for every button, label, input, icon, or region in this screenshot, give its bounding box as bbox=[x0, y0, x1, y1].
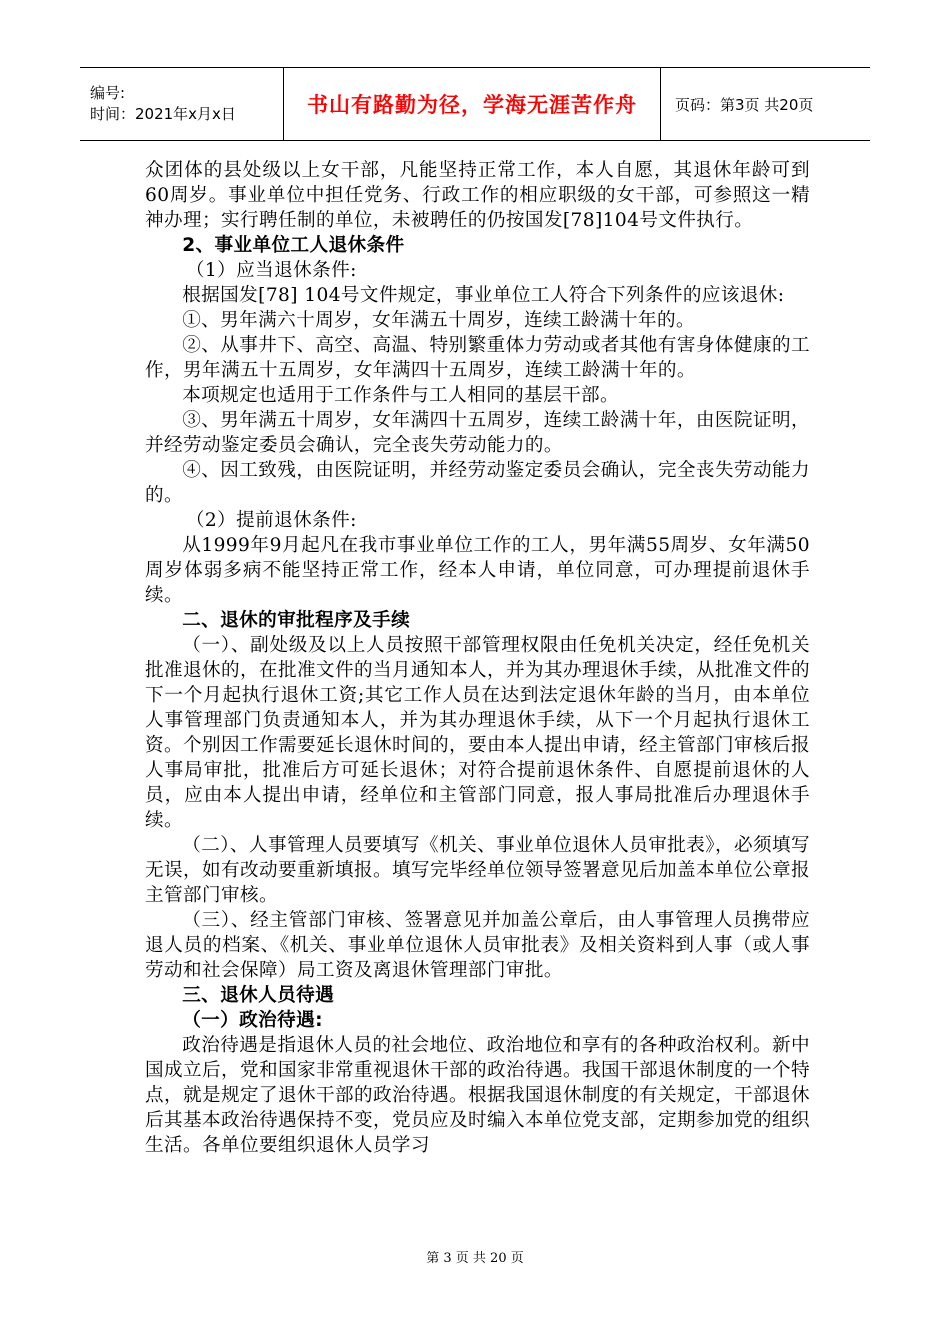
page-header bbox=[80, 67, 870, 141]
subsection-heading: （1）应当退休条件: bbox=[185, 260, 357, 281]
list-item: ②、从事井下、高空、高温、特别繁重体力劳动或者其他有害身体健康的工作，男年满五十五周岁，女年满四十五周岁，连续工龄满十年的。 bbox=[145, 335, 810, 381]
subsection-heading: （一）政治待遇: bbox=[182, 1010, 323, 1031]
list-item: ①、男年满六十周岁，女年满五十周岁，连续工龄满十年的。 bbox=[182, 310, 696, 331]
document-time-label: 时间：2021年x月x日 bbox=[90, 105, 236, 123]
paragraph: 众团体的县处级以上女干部，凡能坚持正常工作，本人自愿，其退休年龄可到60周岁。事业单位中担任党务、行政工作的相应职级的女干部，可参照这一精神办理；实行聘任制的单位，未被聘任的仍按国发[78]104号文件执行。 bbox=[145, 160, 810, 231]
paragraph: 本项规定也适用于工作条件与工人相同的基层干部。 bbox=[182, 385, 620, 406]
section-heading: 三、退休人员待遇 bbox=[182, 985, 335, 1006]
paragraph: （一）、副处级及以上人员按照干部管理权限由任免机关决定，经任免机关批准退休的，在批准文件的当月通知本人，并为其办理退休手续，从批准文件的下一个月起执行退休工资;其它工作人员在达到法定退休年龄的当月，由本单位人事管理部门负责通知本人，并为其办理退休手续，从下一个月起执行退休工资。个别因工作需要延长退休时间的，要由本人提出申请，经主管部门审核后报人事局审批，批准后方可延长退休；对符合提前退休条件、自愿提前退休的人员，应由本人提出申请，经单位和主管部门同意，报人事局批准后办理退休手续。 bbox=[145, 635, 810, 831]
page-footer: 第 3 页 共 20 页 bbox=[426, 1251, 524, 1266]
document-body bbox=[145, 158, 810, 1158]
paragraph: 政治待遇是指退休人员的社会地位、政治地位和享有的各种政治权利。新中国成立后，党和国家非常重视退休干部的政治待遇。我国干部退休制度的一个特点，就是规定了退休干部的政治待遇。根据我国退休制度的有关规定，干部退休后其基本政治待遇保持不变，党员应及时编入本单位党支部，定期参加党的组织生活。各单位要组织退休人员学习 bbox=[145, 1035, 810, 1156]
document-number-label: 编号: bbox=[90, 84, 126, 102]
header-meta bbox=[80, 68, 284, 140]
paragraph: （三）、经主管部门审核、签署意见并加盖公章后，由人事管理人员携带应退人员的档案、《机关、事业单位退休人员审批表》及相关资料到人事（或人事劳动和社会保障）局工资及离退休管理部门审批。 bbox=[145, 910, 810, 981]
header-page-info: 页码：第3页 共20页 bbox=[675, 95, 814, 114]
header-slogan: 书山有路勤为径，学海无涯苦作舟 bbox=[284, 68, 661, 140]
paragraph: 根据国发[78] 104号文件规定，事业单位工人符合下列条件的应该退休: bbox=[182, 285, 785, 306]
paragraph: 从1999年9月起凡在我市事业单位工作的工人，男年满55周岁、女年满50周岁体弱多病不能坚持正常工作，经本人申请，单位同意，可办理提前退休手续。 bbox=[145, 535, 810, 606]
list-item: ④、因工致残，由医院证明，并经劳动鉴定委员会确认，完全丧失劳动能力的。 bbox=[145, 460, 810, 506]
subsection-heading: （2）提前退休条件: bbox=[185, 510, 357, 531]
list-item: ③、男年满五十周岁，女年满四十五周岁，连续工龄满十年，由医院证明，并经劳动鉴定委员会确认，完全丧失劳动能力的。 bbox=[145, 410, 810, 456]
paragraph: （二）、人事管理人员要填写《机关、事业单位退休人员审批表》，必须填写无误，如有改动要重新填报。填写完毕经单位领导签署意见后加盖本单位公章报主管部门审核。 bbox=[145, 835, 810, 906]
section-heading: 二、退休的审批程序及手续 bbox=[182, 610, 411, 631]
section-heading: 2、事业单位工人退休条件 bbox=[182, 235, 405, 256]
